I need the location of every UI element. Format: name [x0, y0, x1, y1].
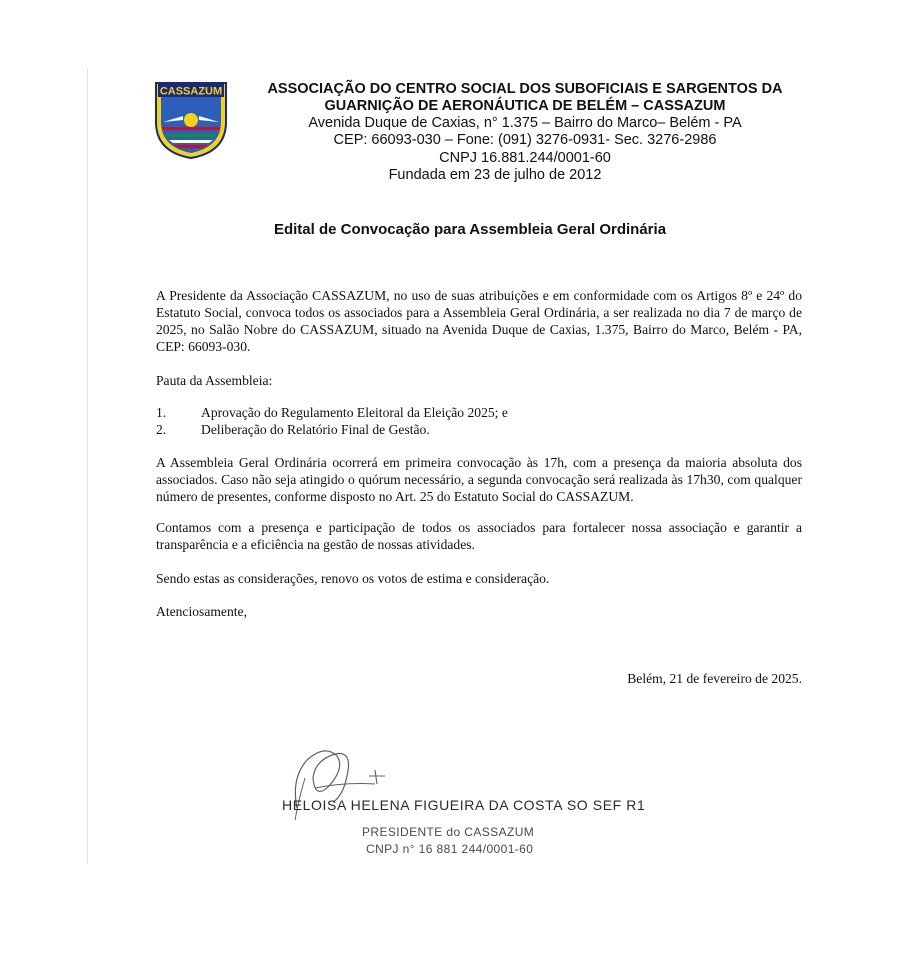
signatory-name: HELOISA HELENA FIGUEIRA DA COSTA SO SEF R1 [282, 797, 646, 813]
header-address: Avenida Duque de Caxias, n° 1.375 – Bairro do Marco– Belém - PA [308, 115, 742, 131]
agenda-item-text: Deliberação do Relatório Final de Gestão. [201, 422, 430, 437]
header-contact: CEP: 66093-030 – Fone: (091) 3276-0931- Sec. 3276-2986 [333, 132, 717, 148]
agenda-item-number: 1. [156, 405, 167, 420]
agenda-item-text: Aprovação do Regulamento Eleitoral da Eleição 2025; e [201, 405, 508, 420]
stamp-cnpj: CNPJ n° 16 881 244/0001-60 [366, 842, 534, 856]
agenda-item [156, 404, 508, 421]
header-line-2: GUARNIÇÃO DE AERONÁUTICA DE BELÉM – CASSAZUM [324, 98, 726, 114]
cassazum-logo [153, 80, 229, 160]
page-margin-line [87, 68, 88, 864]
header-cnpj: CNPJ 16.881.244/0001-60 [439, 150, 611, 166]
paragraph-quorum: A Assembleia Geral Ordinária ocorrerá em primeira convocação às 17h, com a presença da maioria absoluta dos associados. Caso não seja atingido o quórum necessário, a segunda convocação será realizada às 17h30, com qualquer número de presentes, conforme disposto no Art. 25 do Estatuto Social do CASSAZUM. [156, 455, 802, 504]
document-title: Edital de Convocação para Assembleia Geral Ordinária [273, 221, 667, 238]
handwritten-signature [285, 738, 395, 828]
closing-text: Atenciosamente, [156, 604, 247, 619]
agenda-label: Pauta da Assembleia: [156, 373, 273, 388]
paragraph-participation: Contamos com a presença e participação de todos os associados para fortalecer nossa associação e garantir a transparência e a eficiência na gestão de nossas atividades. [156, 520, 802, 552]
agenda-item [156, 421, 430, 438]
header-founded: Fundada em 23 de julho de 2012 [388, 167, 602, 183]
paragraph-convocation: A Presidente da Associação CASSAZUM, no uso de suas atribuições e em conformidade com os Artigos 8º e 24º do Estatuto Social, convoca todos os associados para a Assembleia Geral Ordinária, a ser realizada no dia 7 de março de 2025, no Salão Nobre do CASSAZUM, situado na Avenida Duque de Caxias, 1.375, Bairro do Marco, Belém - PA, CEP: 66093-030. [156, 288, 802, 354]
paragraph-considerations: Sendo estas as considerações, renovo os votos de estima e consideração. [156, 571, 550, 586]
svg-text:CASSAZUM: CASSAZUM [159, 85, 223, 98]
agenda-item-number: 2. [156, 422, 167, 437]
stamp-title: PRESIDENTE do CASSAZUM [362, 825, 535, 839]
place-date: Belém, 21 de fevereiro de 2025. [627, 671, 802, 686]
header-line-1: ASSOCIAÇÃO DO CENTRO SOCIAL DOS SUBOFICIAIS E SARGENTOS DA [267, 81, 783, 97]
